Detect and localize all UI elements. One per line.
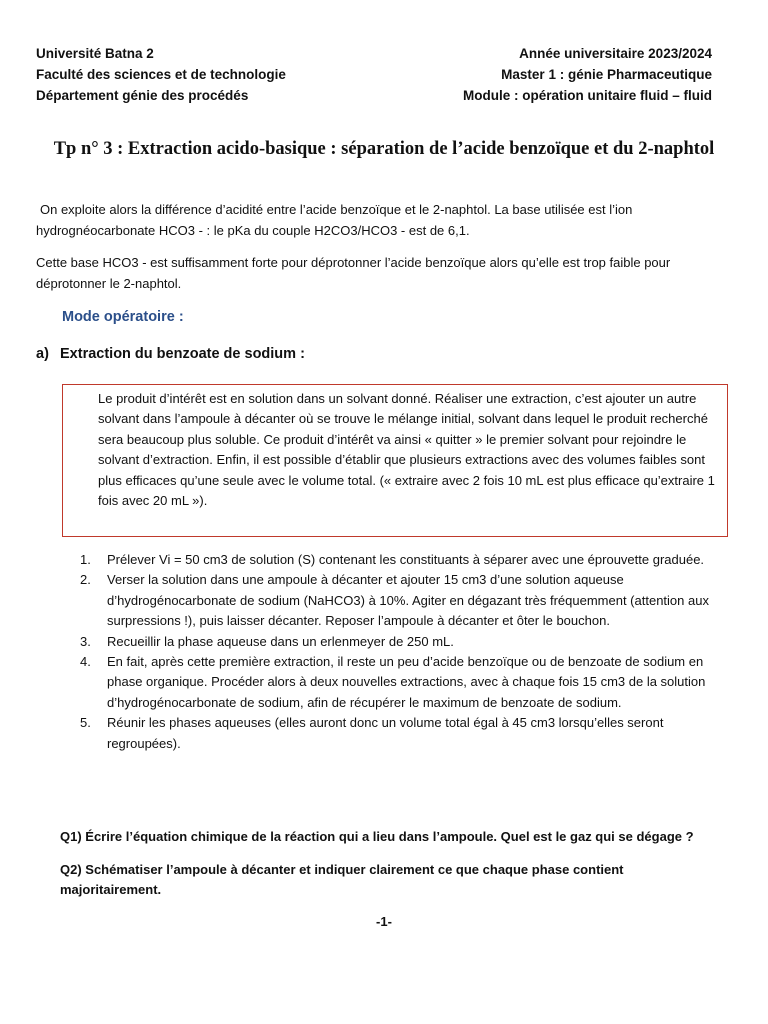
procedure-steps [80, 550, 720, 754]
department-name: Département génie des procédés [36, 88, 249, 103]
list-item [80, 652, 720, 713]
step-number: 5. [80, 715, 91, 731]
intro-paragraph-1: On exploite alors la différence d’acidité entre l’acide benzoïque et le 2-naphtol. La base utilisée est l’ion hydrognéocarbonate HCO3 - : le pKa du couple H2CO3/HCO3 - est de 6,1. [36, 202, 633, 238]
step-text: Verser la solution dans une ampoule à décanter et ajouter 15 cm3 d’une solution aqueuse d’hydrogénocarbonate de sodium (NaHCO3) à 10%. Agiter en dégazant très fréquemment (attention aux surpressions !), puis laisser décanter. Reposer l’ampoule à décanter et ôter le bouchon. [107, 572, 709, 629]
info-box-text: Le produit d’intérêt est en solution dans un solvant donné. Réaliser une extraction, c’est ajouter un autre solvant dans l’ampoule à décanter où se trouve le mélange initial, solvant dans lequel le produit recherché sera beaucoup plus soluble. Ce produit d’intérêt va ainsi « quitter » le premier solvant pour rejoindre le solvant d’extraction. Enfin, il est possible d’établir que plusieurs extractions avec des volumes faibles sont plus efficaces qu’une seule avec le volume total. (« extraire avec 2 fois 10 mL est plus efficace qu’extraire 1 fois avec 20 mL »). [98, 391, 715, 509]
section-a-heading [36, 344, 305, 364]
module-name: Module : opération unitaire fluid – fluid [463, 88, 712, 103]
section-a-label: a) [36, 346, 49, 362]
step-text: Réunir les phases aqueuses (elles auront donc un volume total égal à 45 cm3 lorsqu’elles seront regroupées). [107, 715, 664, 751]
academic-year: Année universitaire 2023/2024 [519, 46, 712, 61]
mode-operatoire-heading: Mode opératoire : [62, 309, 184, 325]
university-name: Université Batna 2 [36, 46, 154, 61]
page-number: -1- [376, 914, 392, 929]
step-number: 1. [80, 552, 91, 567]
list-item [80, 570, 720, 631]
list-item [80, 713, 720, 754]
list-item [80, 632, 720, 652]
step-text: Recueillir la phase aqueuse dans un erlenmeyer de 250 mL. [107, 633, 454, 649]
document-title: Tp n° 3 : Extraction acido-basique : séparation de l’acide benzoïque et du 2-naphtol [53, 139, 715, 159]
step-number: 3. [80, 633, 91, 649]
question-2: Q2) Schématiser l’ampoule à décanter et indiquer clairement ce que chaque phase contient majoritairement. [60, 862, 624, 898]
step-text: Prélever Vi = 50 cm3 de solution (S) contenant les constituants à séparer avec une éprouvette graduée. [107, 552, 705, 567]
master-program: Master 1 : génie Pharmaceutique [501, 67, 712, 82]
question-1: Q1) Écrire l’équation chimique de la réaction qui a lieu dans l’ampoule. Quel est le gaz qui se dégage ? [60, 829, 694, 844]
step-text: En fait, après cette première extraction, il reste un peu d’acide benzoïque ou de benzoate de sodium en phase organique. Procéder alors à deux nouvelles extractions, avec à chaque fois 15 cm3 de la solution d’hydrogénocarbonate de sodium, afin de récupérer le maximum de benzoate de sodium. [107, 654, 706, 710]
list-item [80, 550, 720, 570]
info-box [62, 384, 728, 537]
intro-paragraph-2: Cette base HCO3 - est suffisamment forte pour déprotonner l’acide benzoïque alors qu’elle est trop faible pour déprotonner le 2-naphtol. [36, 255, 671, 291]
step-number: 4. [80, 654, 91, 670]
section-a-title: Extraction du benzoate de sodium : [60, 346, 305, 362]
faculty-name: Faculté des sciences et de technologie [36, 67, 286, 82]
step-number: 2. [80, 572, 91, 588]
